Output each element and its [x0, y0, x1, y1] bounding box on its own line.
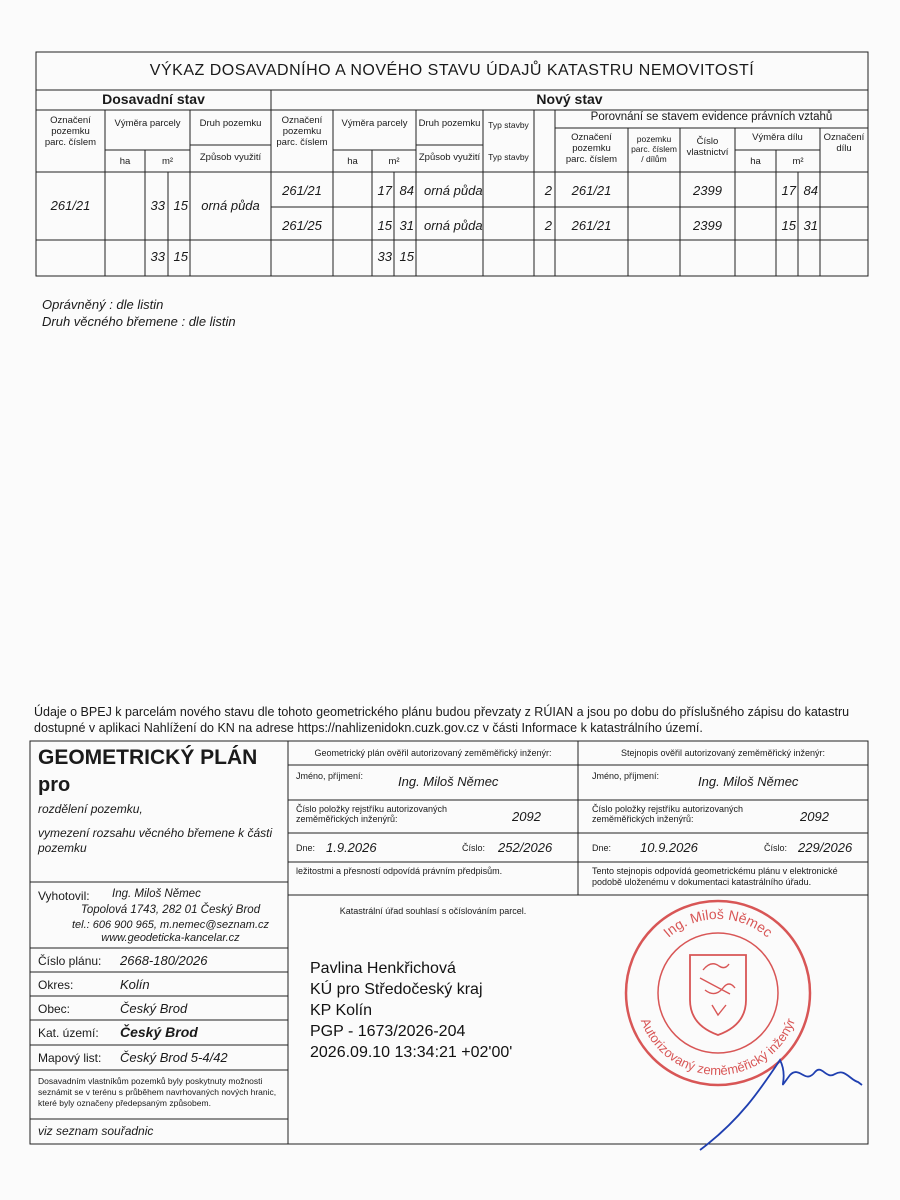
copy-reg-label: Číslo položky rejstříku autorizovaných zeměměřických inženýrů:	[592, 804, 744, 824]
vyhotovil-label: Vyhotovil:	[38, 889, 90, 903]
copy-date: 10.9.2026	[640, 840, 698, 855]
verify-note: ležitostmi a přesností odpovídá právním předpisům.	[296, 866, 503, 876]
verify-date: 1.9.2026	[326, 840, 377, 855]
signature-ref: PGP - 1673/2026-204	[310, 1023, 466, 1040]
copy-date-label: Dne:	[592, 843, 612, 853]
new-m2b-2: 31	[399, 218, 414, 233]
header-typ-top: Typ stavby	[488, 120, 529, 130]
stamp-top-text: Ing. Miloš Němec	[660, 905, 776, 941]
vyhotovil-contact: tel.: 606 900 965, m.nemec@seznam.cz	[71, 919, 270, 931]
total-old-a: 33	[150, 249, 165, 264]
header-oznaceni-old: Označení pozemku parc. číslem	[44, 115, 97, 148]
header-druh-new: Druh pozemku	[418, 118, 481, 129]
cmp-m2a-1: 17	[781, 183, 796, 198]
field-label-obec: Obec:	[38, 1002, 71, 1016]
old-land: orná půda	[201, 198, 260, 213]
header-oznaceni-dilu: Označení dílu	[823, 132, 865, 154]
header-vymera-new: Výměra parcely	[341, 118, 408, 129]
new-state-header: Nový stav	[536, 91, 603, 107]
new-land-2: orná půda	[424, 218, 483, 233]
field-value-cislo: 2668-180/2026	[120, 953, 208, 968]
field-value-ku: Český Brod	[120, 1024, 198, 1040]
plan-title: GEOMETRICKÝ PLÁN	[38, 746, 258, 769]
cmp-m2a-2: 15	[781, 218, 796, 233]
header-ha-cmp: ha	[750, 156, 761, 167]
verify-num-label: Číslo:	[462, 843, 486, 853]
new-land-1: orná půda	[424, 183, 483, 198]
coords-note: viz seznam souřadnic	[38, 1124, 154, 1138]
verify-date-label: Dne:	[296, 843, 316, 853]
plan-purpose-2: vymezení rozsahu věcného břemene k části pozemku	[38, 826, 273, 855]
verify-header: Geometrický plán ověřil autorizovaný zeměměřický inženýr:	[314, 748, 552, 758]
copy-name-label: Jméno, příjmení:	[592, 771, 660, 781]
total-new-a: 33	[377, 249, 392, 264]
field-label-ku: Kat. území:	[38, 1026, 99, 1040]
vyhotovil-name: Ing. Miloš Němec	[112, 888, 201, 900]
cmp-m2b-1: 84	[803, 183, 818, 198]
header-zpusob-old: Způsob využití	[199, 152, 262, 163]
signature-office: KÚ pro Středočeský kraj	[310, 981, 483, 998]
field-label-okres: Okres:	[38, 978, 74, 992]
plan-pro: pro	[38, 774, 71, 796]
copy-num: 229/2026	[798, 840, 853, 855]
bpej-note: Údaje o BPEJ k parcelám nového stavu dle tohoto geometrického plánu budou převzaty z RÚIAN a jsou po dobu do příslušného zápisu do katastru dostupné v aplikaci Nahlížení do KN na adrese https://nahlizenidokn.cuzk.gov.cz v části Informace k katastrálního území.	[34, 705, 850, 735]
signature-timestamp: 2026.09.10 13:34:21 +02'00'	[310, 1044, 513, 1061]
new-m2a-1: 17	[377, 183, 392, 198]
new-parcel-1: 261/21	[282, 183, 322, 198]
stamp-bottom-text: Autorizovaný zeměměřický inženýr	[637, 1015, 799, 1079]
total-new-b: 15	[399, 249, 414, 264]
verify-reg: 2092	[512, 809, 541, 824]
cmp-lv-2: 2399	[693, 218, 722, 233]
header-m2-cmp: m²	[792, 156, 804, 167]
field-value-okres: Kolín	[120, 977, 150, 992]
new-m2a-2: 15	[377, 218, 392, 233]
header-vymera-dilu: Výměra dílu	[752, 132, 803, 143]
report-title: VÝKAZ DOSAVADNÍHO A NOVÉHO STAVU ÚDAJŮ KATASTRU NEMOVITOSTÍ	[149, 62, 755, 79]
header-ha-new: ha	[347, 156, 358, 167]
old-state-header: Dosavadní stav	[102, 91, 205, 107]
verify-reg-label: Číslo položky rejstříku autorizovaných zeměměřických inženýrů:	[296, 804, 448, 824]
copy-note: Tento stejnopis odpovídá geometrickému plánu v elektronické podobě uloženému v dokumentaci katastrálního úřadu.	[592, 866, 838, 887]
header-m2-new: m²	[388, 156, 400, 167]
field-label-mapa: Mapový list:	[38, 1051, 102, 1065]
header-m2-old: m²	[161, 156, 174, 167]
cmp-lv-1: 2399	[693, 183, 722, 198]
new-parcel-2: 261/25	[282, 218, 322, 233]
field-value-obec: Český Brod	[120, 1001, 188, 1016]
new-typ-2: 2	[544, 218, 552, 233]
verify-num: 252/2026	[498, 840, 553, 855]
vyhotovil-address: Topolová 1743, 282 01 Český Brod	[80, 904, 261, 916]
signature-name: Pavlina Henkřichová	[310, 960, 456, 977]
comparison-header: Porovnání se stavem evidence právních vztahů	[590, 111, 833, 123]
owners-note: Dosavadním vlastníkům pozemků byly poskytnuty možnosti seznámit se v terénu s průběhem navrhovaných nových hranic, které byly označeny předepsaným způsobem.	[38, 1076, 277, 1108]
old-m2a: 33	[150, 198, 165, 213]
header-cislo-vl: Číslo vlastnictví	[686, 136, 729, 158]
verify-name-label: Jméno, příjmení:	[296, 771, 364, 781]
copy-header: Stejnopis ověřil autorizovaný zeměměřický inženýr:	[620, 748, 826, 758]
copy-reg: 2092	[800, 809, 829, 824]
plan-purpose-1: rozdělení pozemku,	[38, 802, 143, 816]
header-pozemku-dilum: pozemku parc. číslem / dílům	[631, 134, 677, 164]
cmp-parcel-1: 261/21	[571, 183, 612, 198]
office-agree: Katastrální úřad souhlasí s očíslováním parcel.	[339, 906, 527, 916]
copy-num-label: Číslo:	[764, 843, 788, 853]
verify-name: Ing. Miloš Němec	[398, 774, 499, 789]
note-opravneny: Oprávněný : dle listin	[42, 297, 164, 312]
copy-name: Ing. Miloš Němec	[698, 774, 799, 789]
total-old-b: 15	[173, 249, 188, 264]
new-typ-1: 2	[544, 183, 552, 198]
field-value-mapa: Český Brod 5-4/42	[120, 1050, 228, 1065]
new-m2b-1: 84	[399, 183, 414, 198]
signature-branch: KP Kolín	[310, 1002, 372, 1019]
header-oznaceni-new: Označení pozemku parc. číslem	[276, 115, 328, 148]
header-druh-old: Druh pozemku	[199, 118, 262, 129]
header-typ: Typ stavby	[488, 152, 529, 162]
field-label-cislo: Číslo plánu:	[38, 954, 102, 968]
note-druh: Druh věcného břemene : dle listin	[42, 314, 236, 329]
old-parcel: 261/21	[50, 198, 91, 213]
header-ha-old: ha	[119, 156, 131, 167]
cmp-parcel-2: 261/21	[571, 218, 612, 233]
old-m2b: 15	[173, 198, 188, 213]
header-vymera-old: Výměra parcely	[114, 118, 181, 129]
header-oznaceni-cmp: Označení pozemku parc. číslem	[565, 132, 618, 165]
header-zpusob-new: Způsob využití	[418, 152, 481, 163]
cmp-m2b-2: 31	[803, 218, 818, 233]
vyhotovil-web: www.geodeticka-kancelar.cz	[101, 932, 240, 944]
